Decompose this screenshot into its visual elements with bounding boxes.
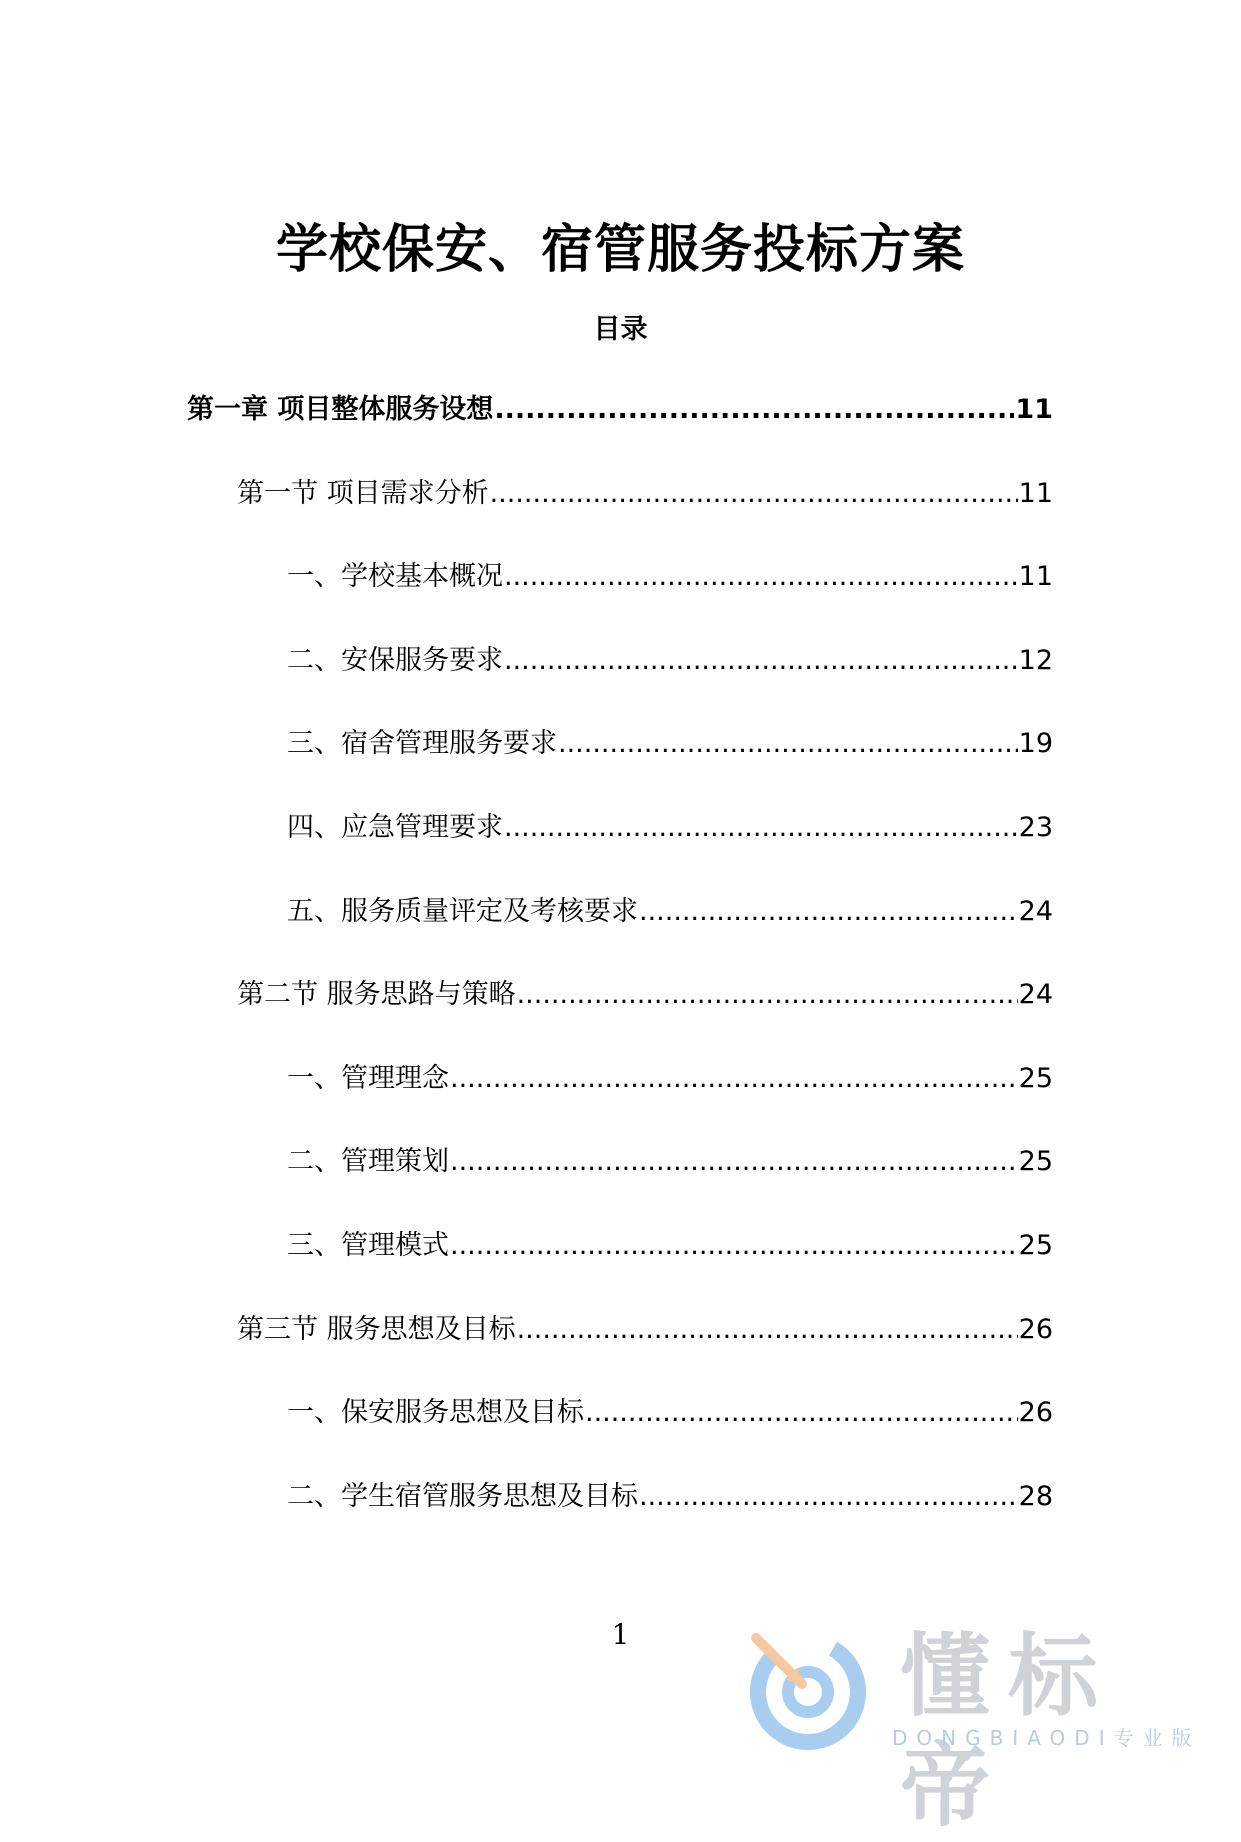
toc-entry-label: 五、服务质量评定及考核要求 xyxy=(287,896,638,927)
toc-entry-page: 19 xyxy=(1018,728,1053,759)
toc-dot-leader xyxy=(450,1226,1018,1266)
toc-entry-label: 一、保安服务思想及目标 xyxy=(287,1397,584,1428)
toc-entry[interactable] xyxy=(287,1226,1053,1266)
toc-entry-page: 24 xyxy=(1018,979,1053,1010)
toc-entry[interactable] xyxy=(287,557,1053,597)
toc-entry[interactable] xyxy=(287,808,1053,848)
toc-entry-page: 11 xyxy=(1018,478,1053,509)
toc-entry-label: 二、管理策划 xyxy=(287,1146,449,1177)
toc-dot-leader xyxy=(504,641,1018,681)
watermark-name: 懂标帝 xyxy=(900,1624,1116,1839)
toc-dot-leader xyxy=(558,724,1018,764)
watermark-logo xyxy=(742,1622,1222,1839)
watermark-subtitle: DONGBIAODI专业版 xyxy=(892,1726,1201,1750)
toc-entry-page: 26 xyxy=(1018,1397,1053,1428)
toc-entry[interactable] xyxy=(287,641,1053,681)
toc-entry[interactable] xyxy=(237,474,1053,514)
toc-entry[interactable] xyxy=(287,1142,1053,1182)
toc-entry-page: 26 xyxy=(1018,1314,1053,1345)
toc-dot-leader xyxy=(504,808,1018,848)
toc-entry-label: 一、管理理念 xyxy=(287,1063,449,1094)
toc-entry-page: 11 xyxy=(1015,394,1053,425)
toc-entry-page: 25 xyxy=(1018,1146,1053,1177)
toc-entry-page: 25 xyxy=(1018,1063,1053,1094)
toc-entry-label: 一、学校基本概况 xyxy=(287,561,503,592)
toc-entry[interactable] xyxy=(237,975,1053,1015)
toc-entry[interactable] xyxy=(287,724,1053,764)
document-title: 学校保安、宿管服务投标方案 xyxy=(275,219,965,280)
toc-entry-label: 二、安保服务要求 xyxy=(287,645,503,676)
toc-entry-page: 24 xyxy=(1018,896,1053,927)
toc-entry-label: 三、管理模式 xyxy=(287,1230,449,1261)
toc-dot-leader xyxy=(504,557,1018,597)
toc-entry[interactable] xyxy=(187,390,1053,430)
toc-dot-leader xyxy=(450,1059,1018,1099)
toc-entry-label: 四、应急管理要求 xyxy=(287,812,503,843)
page-number: 1 xyxy=(611,1618,630,1651)
toc-entry[interactable] xyxy=(287,892,1053,932)
toc-entry[interactable] xyxy=(287,1393,1053,1433)
toc-entry-page: 12 xyxy=(1018,645,1053,676)
toc-dot-leader xyxy=(517,1310,1018,1350)
toc-entry-label: 第二节 服务思路与策略 xyxy=(237,979,516,1010)
toc-entry[interactable] xyxy=(287,1477,1053,1517)
toc-dot-leader xyxy=(585,1393,1018,1433)
toc-entry-label: 第三节 服务思想及目标 xyxy=(237,1314,516,1345)
toc-heading: 目录 xyxy=(593,314,648,345)
toc-entry-page: 25 xyxy=(1018,1230,1053,1261)
toc-entry-page: 23 xyxy=(1018,812,1053,843)
toc-dot-leader xyxy=(490,474,1018,514)
toc-entry-label: 第一章 项目整体服务设想 xyxy=(187,394,494,425)
toc-dot-leader xyxy=(639,892,1018,932)
toc-entry-label: 三、宿舍管理服务要求 xyxy=(287,728,557,759)
toc-dot-leader xyxy=(450,1142,1018,1182)
toc-entry-page: 28 xyxy=(1018,1481,1053,1512)
toc-entry-label: 二、学生宿管服务思想及目标 xyxy=(287,1481,638,1512)
toc-entry[interactable] xyxy=(287,1059,1053,1099)
toc-entry[interactable] xyxy=(237,1310,1053,1350)
toc-entry-page: 11 xyxy=(1018,561,1053,592)
toc-dot-leader xyxy=(494,390,1014,430)
target-arrow-icon xyxy=(742,1622,872,1750)
toc-dot-leader xyxy=(639,1477,1018,1517)
toc-dot-leader xyxy=(517,975,1018,1015)
toc-entry-label: 第一节 项目需求分析 xyxy=(237,478,489,509)
